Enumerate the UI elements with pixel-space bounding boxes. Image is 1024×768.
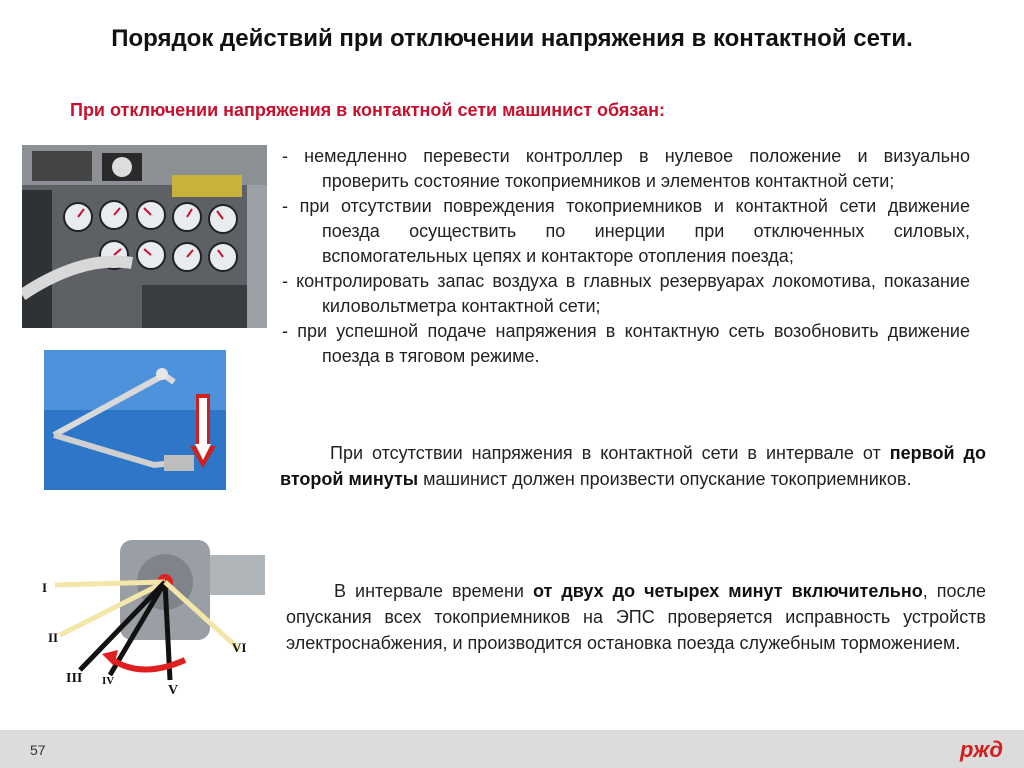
control-panel-image xyxy=(22,145,267,328)
pantograph-image xyxy=(44,350,226,490)
slide-title: Порядок действий при отключении напряжения в контактной сети. xyxy=(111,25,913,52)
controller-diagram-image xyxy=(40,510,272,700)
para2-bold: от двух до четырех минут включительно xyxy=(532,581,923,601)
diagram-label-2: II xyxy=(48,630,59,645)
diagram-label-6: VI xyxy=(232,640,247,655)
duty-item: - при успешной подаче напряжения в контактную сеть возобновить движение поезда в тяговом режиме. xyxy=(282,321,970,366)
svg-text:ржд: ржд xyxy=(960,737,1003,762)
duty-item: - при отсутствии повреждения токоприемников и контактной сети движение поезда осуществить по инерции при отключенных силовых, вспомогательных цепях и контакторе отопления поезда; xyxy=(282,196,970,266)
para1-text-before: При отсутствии напряжения в контактной сети в интервале от xyxy=(330,443,890,463)
page-number: 57 xyxy=(30,742,46,758)
para1-bold: первой до второй минуты xyxy=(280,443,986,489)
rzd-logo xyxy=(958,734,1014,762)
para1-text-after: машинист должен произвести опускание токоприемников. xyxy=(418,469,912,489)
para2-text-after: , после опускания всех токоприемников на ЭПС проверяется исправность устройств электроснабжения, и производится остановка поезда служебным торможением. xyxy=(286,581,987,653)
para2-text-before: В интервале времени xyxy=(334,581,533,601)
duties-list xyxy=(282,144,970,369)
diagram-label-1: I xyxy=(42,580,48,595)
diagram-label-4: IV xyxy=(102,675,115,687)
paragraph-first-minutes xyxy=(280,440,986,492)
duty-item: - контролировать запас воздуха в главных резервуарах локомотива, показание киловольтметра контактной сети; xyxy=(282,271,970,316)
footer-bar xyxy=(0,730,1024,768)
diagram-label-5: V xyxy=(168,683,179,698)
diagram-label-3: III xyxy=(66,671,83,686)
slide-subtitle: При отключении напряжения в контактной сети машинист обязан: xyxy=(70,100,666,120)
duty-item: - немедленно перевести контроллер в нулевое положение и визуально проверить состояние токоприемников и элементов контактной сети; xyxy=(282,146,970,191)
paragraph-two-four-minutes xyxy=(286,578,986,656)
